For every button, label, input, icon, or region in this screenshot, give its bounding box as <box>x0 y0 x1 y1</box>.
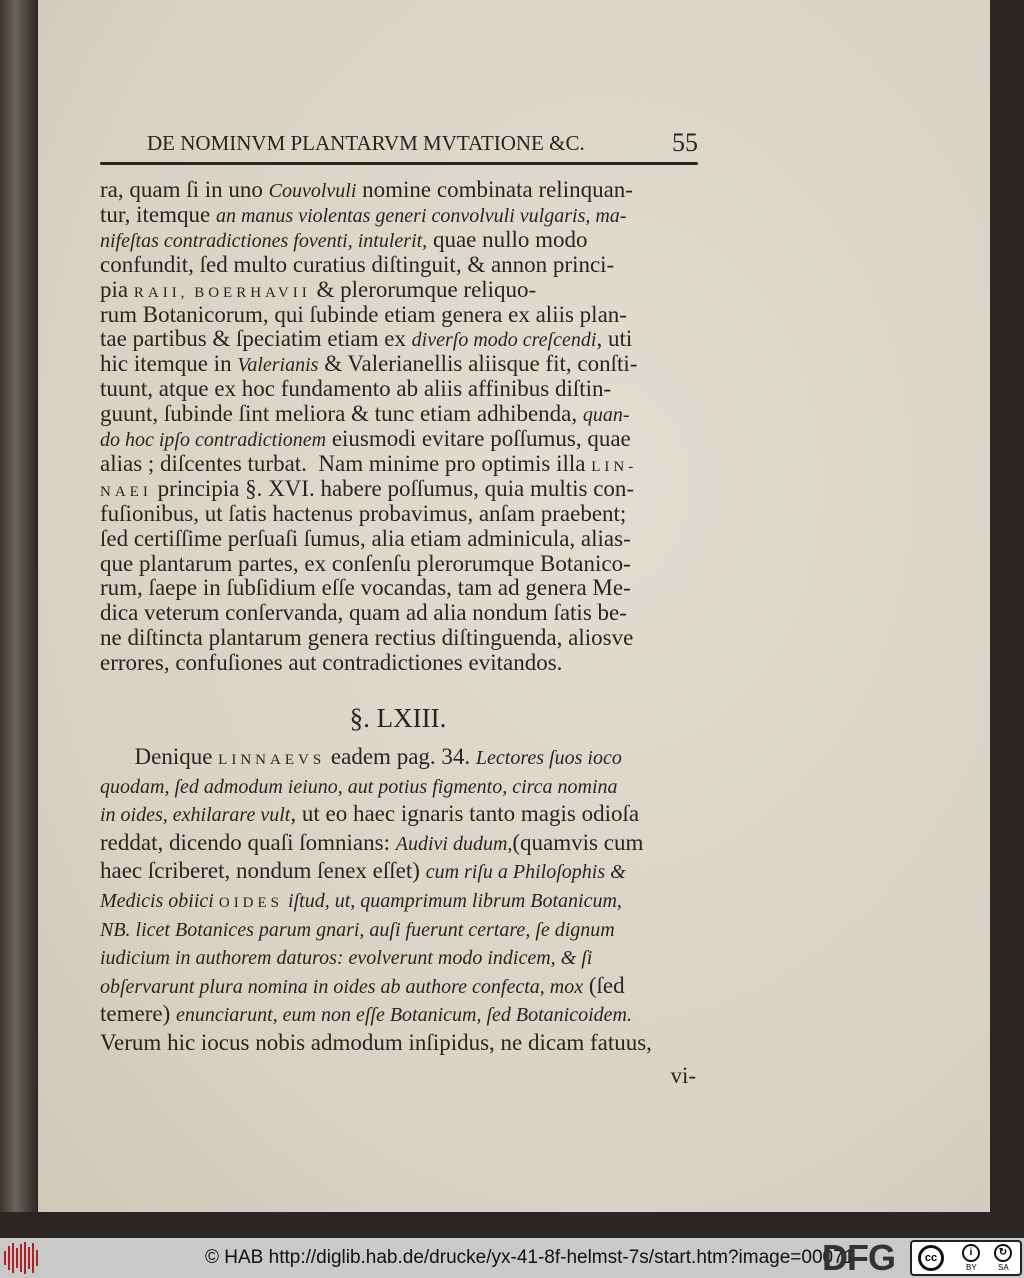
text-line <box>100 552 696 576</box>
text-segment: principia §. XVI. habere poſſumus, quia multis con- <box>151 475 635 501</box>
text-line <box>100 917 696 941</box>
by-icon: i <box>962 1244 980 1262</box>
text-segment: tuunt, atque ex hoc fundamento ab aliis affinibus diſtin- <box>100 376 612 402</box>
text-line <box>100 452 696 476</box>
text-segment: & plerorumque reliquo- <box>310 276 537 302</box>
text-line <box>100 327 696 351</box>
text-segment: eiusmodi evitare poſſumus, quae <box>326 426 631 451</box>
text-segment: ne diſtincta plantarum genera rectius diſtinguenda, aliosve <box>100 625 634 651</box>
text-segment: diverſo modo creſcendi <box>411 329 597 352</box>
text-segment: (ſed <box>583 972 625 998</box>
text-segment: Medicis obiici <box>100 890 219 912</box>
text-line <box>100 626 696 650</box>
text-segment: & Valerianellis aliisque fit, conſti- <box>318 351 638 377</box>
text-segment: Audivi dudum, <box>395 832 513 855</box>
text-segment: haec ſcriberet, nondum ſenex eſſet) <box>100 858 426 884</box>
text-line <box>100 178 696 202</box>
text-segment: ſed certiſſime perſuaſi ſumus, alia etiam adminicula, alias- <box>100 525 631 551</box>
text-segment: rum, ſaepe in ſubſidium eſſe vocandas, tam ad genera Me- <box>100 575 631 601</box>
text-segment: hic itemque in <box>100 351 238 377</box>
hab-logo-icon <box>4 1242 44 1274</box>
text-segment: Valerianis <box>237 354 319 377</box>
text-segment: RAII, <box>133 284 189 301</box>
text-segment: guunt, ſubinde ſint meliora & tunc etiam adhibenda, <box>100 401 583 427</box>
text-segment: Denique <box>100 744 219 769</box>
text-segment: , ut eo haec ignaris tanto magis odioſa <box>290 801 640 827</box>
scan-background <box>990 0 1024 1238</box>
text-segment: quan- <box>582 404 630 427</box>
text-segment: an manus violentas generi convolvuli vulgaris, ma- <box>215 204 627 227</box>
text-segment: iſtud, ut, quamprimum librum Botanicum, <box>283 890 622 912</box>
page-number: 55 <box>672 128 698 157</box>
text-segment: confundit, ſed multo curatius diſtinguit, & annon princi- <box>100 251 615 277</box>
sa-label: SA <box>998 1263 1009 1272</box>
text-segment: LINNAEVS <box>218 752 326 768</box>
text-segment: LIN- <box>591 458 638 475</box>
text-line <box>100 303 696 327</box>
copyright-link[interactable]: © HAB http://diglib.hab.de/drucke/yx-41-8f-helmst-7s/start.htm?image=00071 <box>205 1247 855 1268</box>
text-line <box>100 745 696 769</box>
text-line <box>100 477 696 501</box>
text-line <box>100 651 696 675</box>
text-segment: obſervarunt plura nomina in oides ab authore confecta, mox <box>100 975 584 998</box>
text-segment: tae partibus & ſpeciatim etiam ex <box>100 326 412 352</box>
text-line <box>100 576 696 600</box>
text-segment: quae nullo modo <box>427 226 588 252</box>
text-segment: quodam, ſed admodum ieiuno, aut potius figmento, circa nomina <box>100 775 618 798</box>
cc-license-badge[interactable] <box>910 1240 1022 1276</box>
text-line <box>100 228 696 252</box>
text-line <box>100 888 696 912</box>
text-segment: iudicium in authorem daturos: evolverunt modo indicem, & ſi <box>100 947 593 970</box>
text-segment: temere) <box>100 1001 176 1027</box>
text-segment: reddat, dicendo quaſi ſomnians: <box>100 829 396 855</box>
text-segment: alias ; diſcentes turbat. Nam minime pro optimis illa <box>100 450 592 476</box>
dfg-logo: DFG <box>822 1237 895 1278</box>
text-segment: fuſionibus, ut ſatis hactenus probavimus, anſam praebent; <box>100 500 627 526</box>
running-title: DE NOMINVM PLANTARVM MVTATIONE &C. <box>147 131 585 155</box>
scan-background-bottom <box>0 1212 1024 1238</box>
text-segment: Lectores ſuos ioco <box>475 747 622 769</box>
text-line <box>100 402 696 426</box>
text-segment: que plantarum partes, ex conſenſu plerorumque Botanico- <box>100 550 631 576</box>
text-segment: , uti <box>596 326 633 352</box>
text-segment: pia <box>100 276 134 302</box>
by-label: BY <box>966 1263 977 1272</box>
cc-icon: cc <box>918 1245 944 1271</box>
catchword: vi- <box>670 1063 696 1088</box>
text-segment: NB. licet Botanices parum gnari, auſi fuerunt certare, ſe dignum <box>100 918 615 941</box>
text-segment: cum riſu a Philoſophis & <box>425 861 626 884</box>
text-segment: Verum hic iocus nobis admodum inſipidus, ne dicam fatuus, <box>100 1030 652 1055</box>
text-line <box>100 278 696 302</box>
text-segment: ra, quam ſi in uno <box>100 177 269 202</box>
text-line <box>100 427 696 451</box>
text-segment: NAEI <box>100 483 152 500</box>
text-line <box>100 859 696 883</box>
text-segment: eadem pag. 34. <box>325 744 476 769</box>
text-segment: dica veterum conſervanda, quam ad alia nondum ſatis be- <box>100 600 627 626</box>
footer-bar <box>0 1238 1024 1278</box>
text-line <box>100 502 696 526</box>
book-spine-edge <box>0 0 38 1238</box>
text-line <box>100 945 696 969</box>
text-line <box>100 527 696 551</box>
text-line <box>100 1002 696 1026</box>
text-line <box>100 802 696 826</box>
text-segment: (quamvis cum <box>512 829 644 855</box>
text-segment: tur, itemque <box>100 201 216 227</box>
text-line <box>100 774 696 798</box>
text-segment: Couvolvuli <box>268 180 357 202</box>
text-segment: BOERHAVII <box>194 284 311 301</box>
text-line <box>100 974 696 998</box>
text-line <box>100 1031 696 1055</box>
text-line <box>100 203 696 227</box>
text-segment: nifeſtas contradictiones foventi, intulerit, <box>100 229 428 252</box>
text-segment: rum Botanicorum, qui ſubinde etiam genera ex aliis plan- <box>100 301 627 327</box>
text-segment: do hoc ipſo contradictionem <box>100 429 327 451</box>
text-line <box>100 253 696 277</box>
section-heading: §. LXIII. <box>349 703 447 733</box>
text-segment: enunciarunt, eum non eſſe Botanicum, ſed Botanicoidem. <box>175 1004 632 1027</box>
text-line <box>100 352 696 376</box>
sa-icon: ↻ <box>994 1244 1012 1262</box>
text-segment: nomine combinata relinquan- <box>356 177 633 202</box>
text-segment: in oides, exhilarare vult <box>100 804 291 827</box>
text-segment: OIDES <box>218 895 284 911</box>
text-segment: errores, confuſiones aut contradictiones evitandos. <box>100 650 563 676</box>
text-line <box>100 831 696 855</box>
text-line <box>100 601 696 625</box>
text-line <box>100 377 696 401</box>
header-rule <box>100 162 698 165</box>
